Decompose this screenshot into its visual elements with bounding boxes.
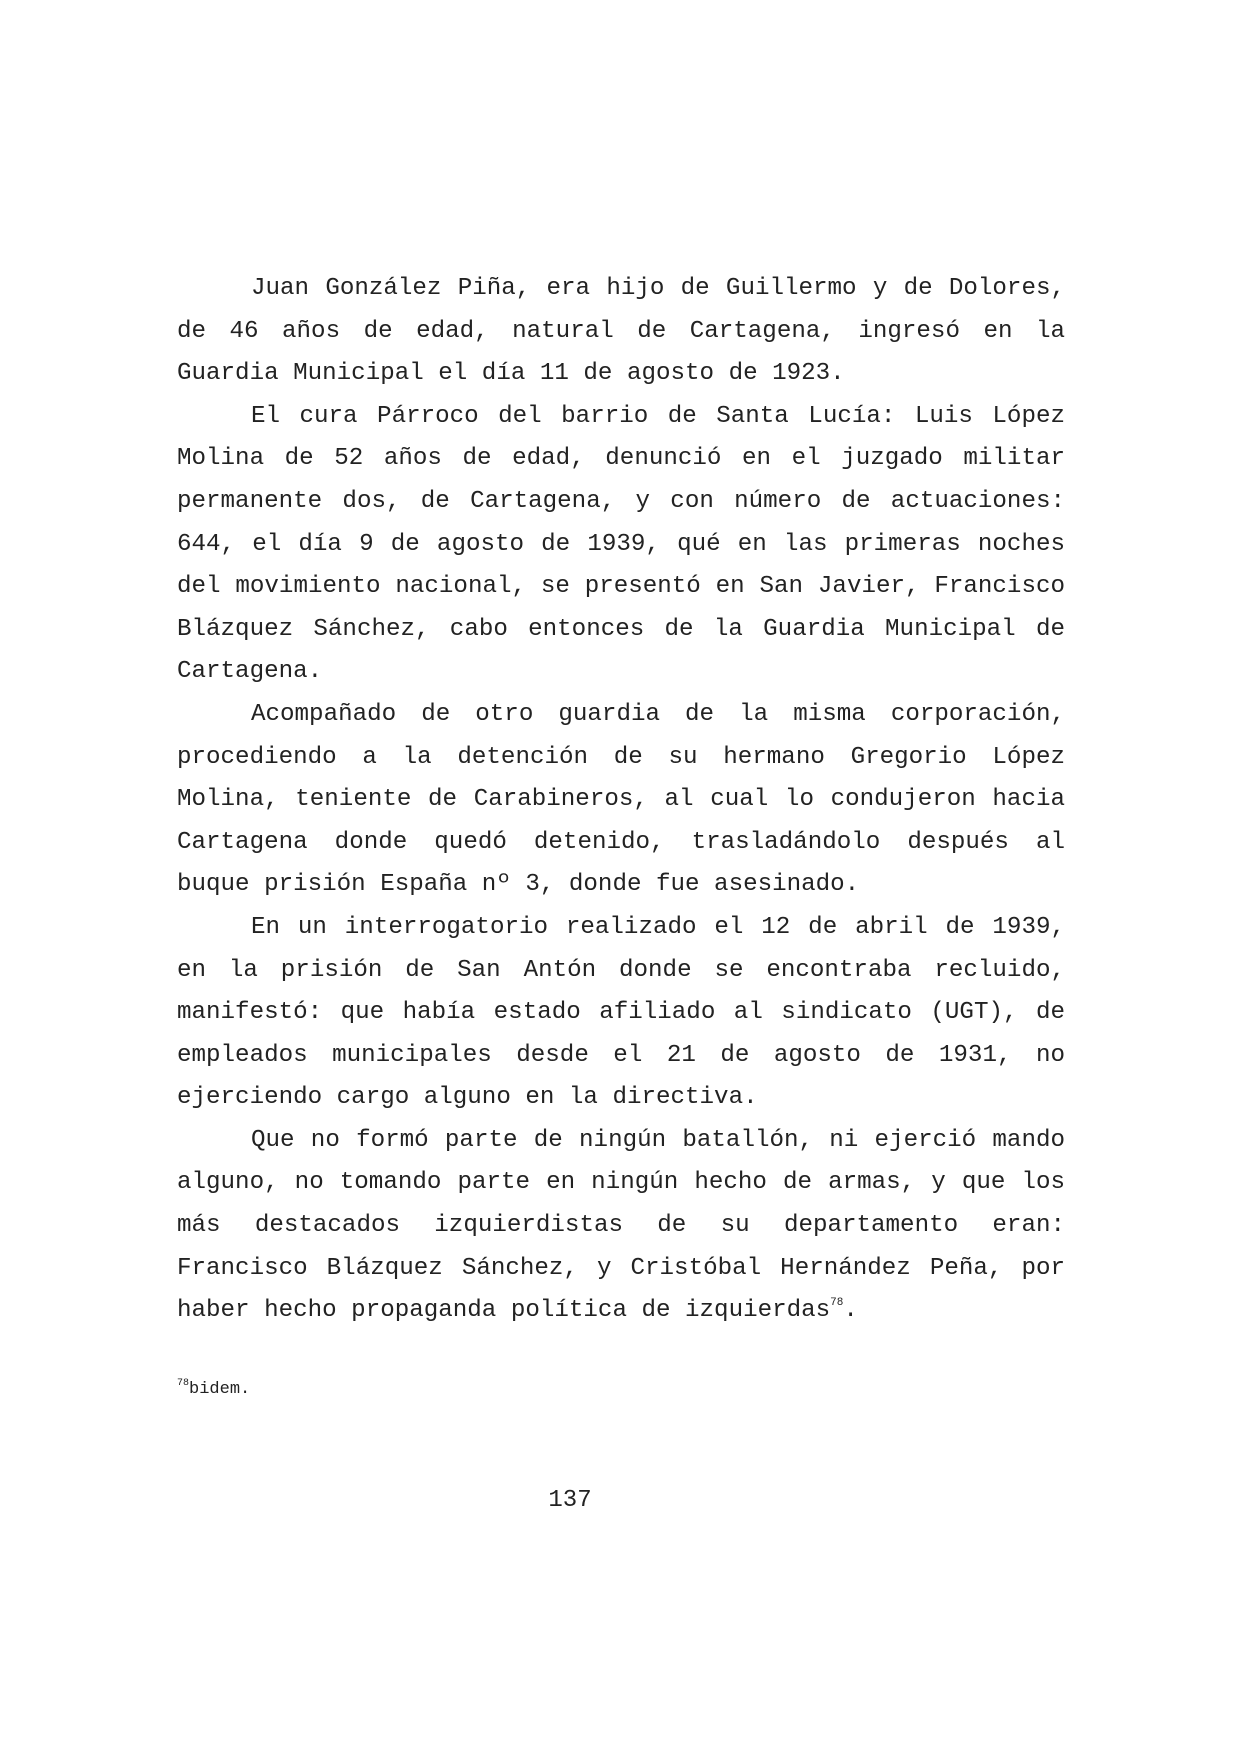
- paragraph: En un interrogatorio realizado el 12 de abril de 1939, en la prisión de San Antón donde se encontraba recluido, manifestó: que había estado afiliado al sindicato (UGT), de empleados municipales desde el 21 de agosto de 1931, no ejerciendo cargo alguno en la directiva.: [177, 913, 1065, 1112]
- paragraph-last: [177, 1120, 1065, 1333]
- paragraph: Acompañado de otro guardia de la misma corporación, procediendo a la detención de su hermano Gregorio López Molina, teniente de Carabineros, al cual lo condujeron hacia Cartagena donde quedó detenido, trasladándolo después al buque prisión España nº 3, donde fue asesinado.: [177, 700, 1065, 899]
- body-text: [177, 268, 1065, 1333]
- paragraph-text: Que no formó parte de ningún batallón, ni ejerció mando alguno, no tomando parte en ningún hecho de armas, y que los más destacados izquierdistas de su departamento eran: Francisco Blázquez Sánchez, y Cristóbal Hernández Peña, por haber hecho propaganda política de izquierdas: [177, 1126, 1065, 1325]
- page-number: 137: [548, 1487, 592, 1514]
- footnote-number: 78: [177, 1378, 190, 1389]
- footnote-reference[interactable]: 78: [830, 1297, 844, 1310]
- paragraph-end: .: [843, 1297, 858, 1325]
- footnote-text: bidem.: [189, 1380, 251, 1399]
- footnote: [177, 1378, 250, 1402]
- paragraph: Juan González Piña, era hijo de Guillermo y de Dolores, de 46 años de edad, natural de Cartagena, ingresó en la Guardia Municipal el día 11 de agosto de 1923.: [177, 275, 1065, 388]
- paragraph: El cura Párroco del barrio de Santa Lucía: Luis López Molina de 52 años de edad, denunció en el juzgado militar permanente dos, de Cartagena, y con número de actuaciones: 644, el día 9 de agosto de 1939, qué en las primeras noches del movimiento nacional, se presentó en San Javier, Francisco Blázquez Sánchez, cabo entonces de la Guardia Municipal de Cartagena.: [177, 402, 1065, 686]
